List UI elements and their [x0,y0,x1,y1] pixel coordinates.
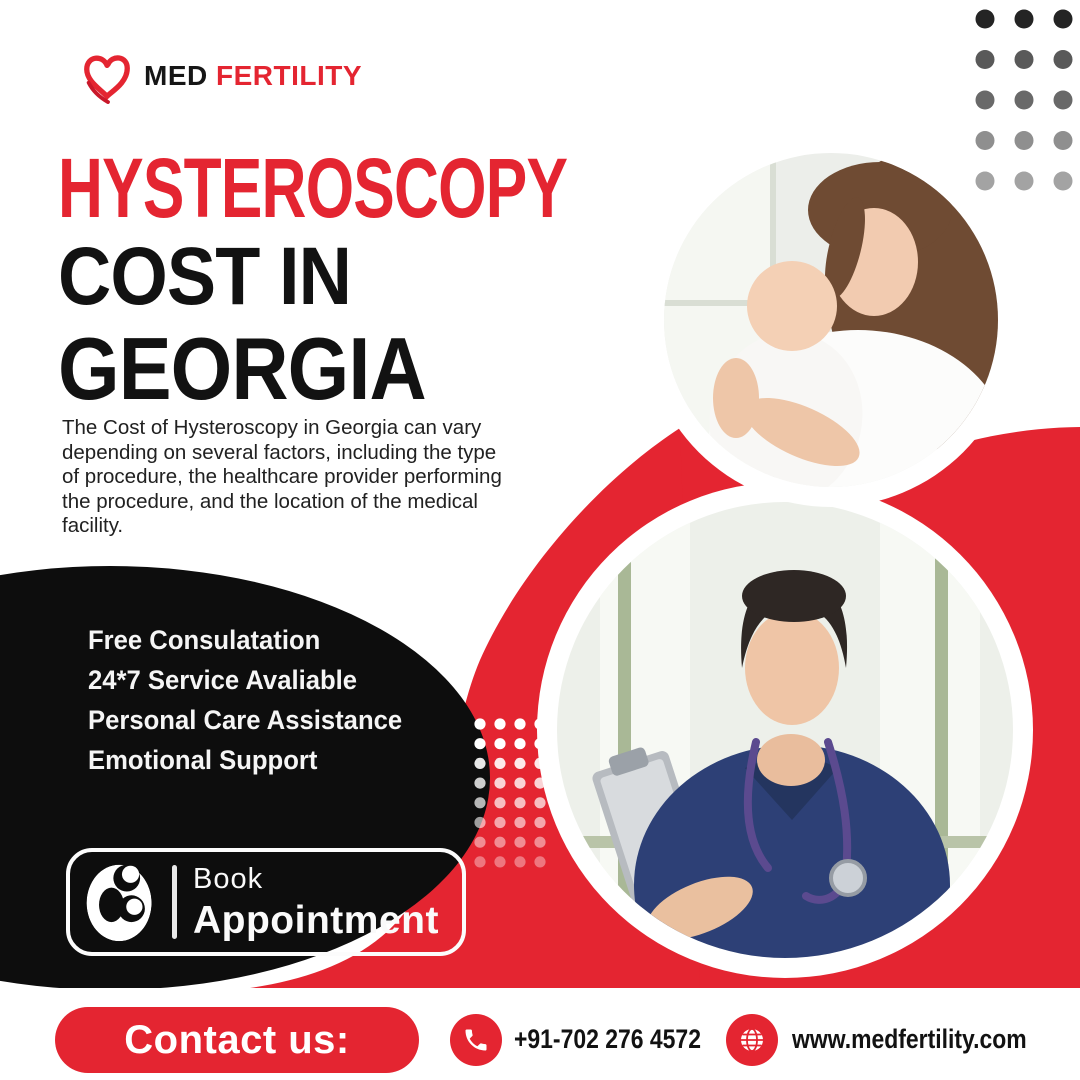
globe-icon-badge [726,1014,778,1066]
page-title: HYSTEROSCOPY [58,141,568,235]
book-appointment-button[interactable] [66,848,466,956]
feature-item: Emotional Support [88,745,318,775]
feature-item: 24*7 Service Avaliable [88,665,358,695]
subtitle-line-1: COST IN [58,231,352,322]
feature-list [88,620,402,780]
cta-divider [172,865,177,939]
website-url[interactable]: www.medfertility.com [792,1024,1027,1054]
globe-icon [735,1023,769,1057]
feature-item: Personal Care Assistance [88,705,403,735]
brand-name-fertility: FERTILITY [216,60,363,91]
top-dot-grid [976,10,1073,191]
intro-paragraph: The Cost of Hysteroscopy in Georgia can vary depending on several factors, including the type of procedure, the healthcare provider performing the procedure, and the location of the medical facility. [62,416,502,538]
phone-icon-badge [450,1014,502,1066]
phone-icon [462,1026,490,1054]
contact-us-pill[interactable] [55,1007,419,1073]
feature-item: Free Consulatation [88,625,321,655]
phone-number[interactable]: +91-702 276 4572 [514,1024,701,1054]
brand-name [144,60,362,92]
subtitle-line-2: GEORGIA [58,319,426,418]
cta-label-book: Book [193,862,264,895]
page-subtitle [58,232,426,416]
brand-logo [80,48,362,104]
cta-label-appointment: Appointment [193,898,439,942]
cta-label [193,862,439,942]
mother-child-icon [82,859,160,945]
brand-name-med: MED [144,60,208,91]
heart-icon [80,48,134,104]
contact-us-label: Contact us: [124,1017,350,1062]
